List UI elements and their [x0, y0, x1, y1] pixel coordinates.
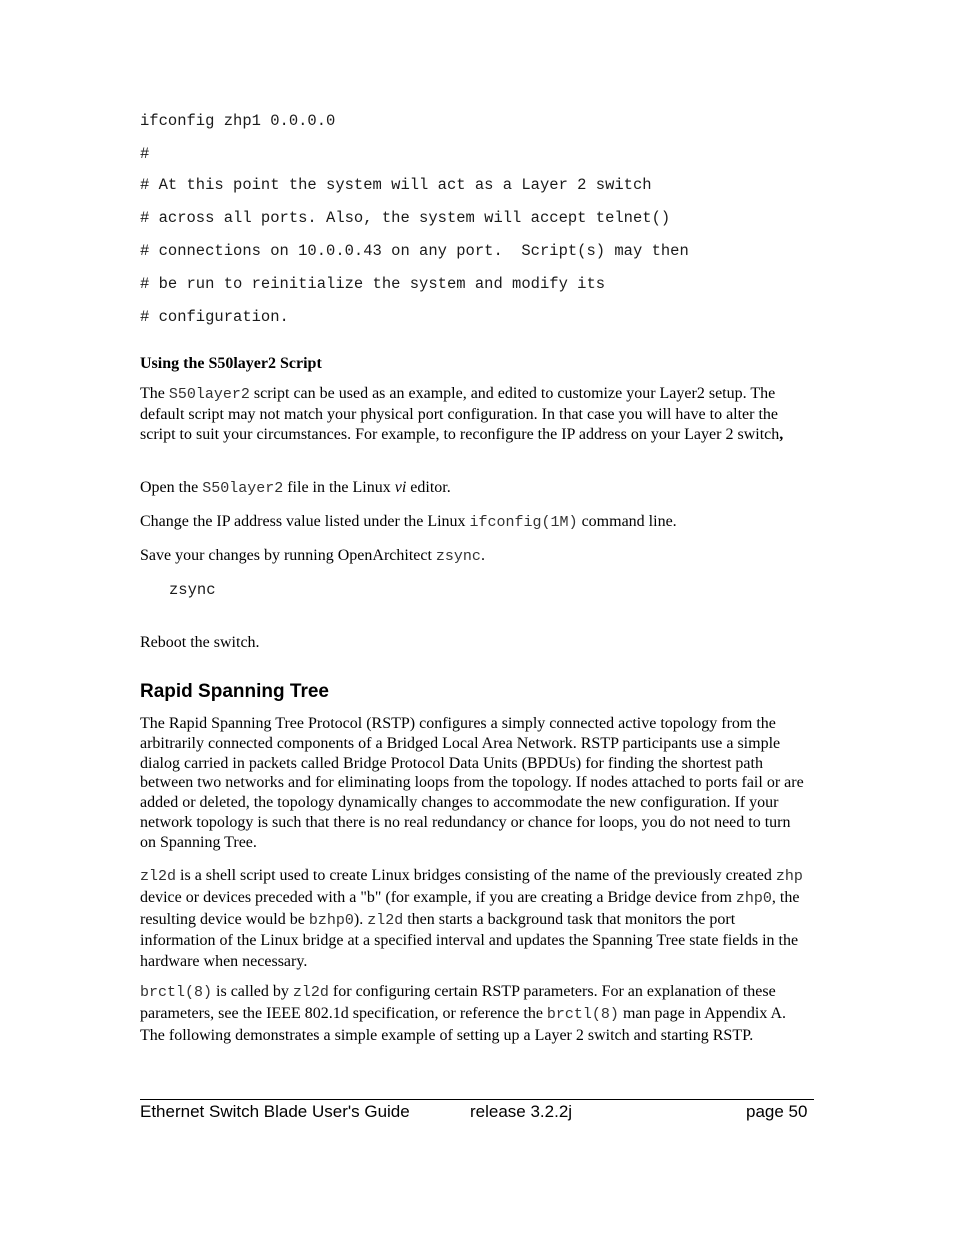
text: ).	[353, 910, 368, 928]
text: Save your changes by running OpenArchitect	[140, 547, 436, 564]
code-line: # be run to reinitialize the system and modify its	[140, 275, 606, 293]
inline-code: zl2d	[140, 868, 177, 885]
paragraph	[140, 384, 810, 444]
footer-divider	[140, 1099, 814, 1100]
text: Change the IP address value listed under the Linux	[140, 513, 470, 530]
text: , the resulting device would be	[140, 888, 800, 928]
inline-code: zhp0	[735, 889, 772, 907]
inline-code: zl2d	[367, 911, 404, 929]
paragraph	[140, 546, 810, 567]
footer-release: release 3.2.2j	[470, 1102, 573, 1121]
text: .	[480, 547, 485, 564]
inline-code: S50layer2	[202, 480, 284, 497]
section-subheading: Using the S50layer2 Script	[140, 355, 322, 372]
text: editor.	[406, 479, 451, 496]
text: Open the	[140, 479, 203, 496]
section-heading: Rapid Spanning Tree	[140, 681, 329, 702]
text: command line.	[577, 513, 677, 530]
text: file in the Linux	[283, 479, 395, 496]
paragraph: The Rapid Spanning Tree Protocol (RSTP) configures a simply connected active topology from the arbitrarily connected components of a Bridged Local Area Network. RSTP participants use a simple dialog carried in packets called Bridge Protocol Data Units (BPDUs) for finding the shortest path between two networks and for eliminating loops from the topology. If nodes attached to ports fail or are added or deleted, the topology dynamically changes to accommodate the new configuration. If your network topology is such that there is no real redundancy or chance for loops, you do not need to turn on Spanning Tree.	[140, 715, 804, 851]
text: man page in Appendix A. The following demonstrates a simple example of setting up a Layer 2 switch and starting RSTP.	[140, 1004, 787, 1044]
text: device or devices preceded with a "b" (for example, if you are creating a Bridge device from	[140, 888, 736, 906]
text: ,	[779, 425, 784, 443]
inline-code: zhp	[775, 868, 803, 885]
code-line: # At this point the system will act as a Layer 2 switch	[140, 176, 652, 194]
inline-code: bzhp0	[308, 911, 354, 929]
text: then starts a background task that monitors the port information of the Linux bridge at a specified interval and updates the Spanning Tree state fields in the hardware when necessary.	[140, 910, 799, 971]
inline-code: ifconfig(1M)	[469, 514, 578, 531]
code-line: # across all ports. Also, the system will accept telnet()	[140, 209, 671, 227]
paragraph	[140, 982, 810, 1046]
code-line: # connections on 10.0.0.43 on any port. Script(s) may then	[140, 242, 689, 260]
paragraph: Reboot the switch.	[140, 634, 260, 651]
footer-page-number: page 50	[746, 1102, 808, 1121]
code-line: ifconfig zhp1 0.0.0.0	[140, 112, 336, 130]
code-line: zsync	[169, 581, 216, 599]
inline-code: brctl(8)	[140, 984, 213, 1001]
paragraph	[140, 512, 810, 533]
code-line: #	[140, 145, 150, 163]
code-line: # configuration.	[140, 308, 289, 326]
text: for configuring certain RSTP parameters. For an explanation of these parameters, see the IEEE 802.1d specification, or reference the	[140, 983, 776, 1022]
footer-guide-title: Ethernet Switch Blade User's Guide	[140, 1102, 410, 1121]
text: is a shell script used to create Linux bridges consisting of the name of the previously created	[176, 867, 776, 884]
paragraph	[140, 866, 810, 973]
text: script can be used as an example, and edited to customize your Layer2 setup. The default script may not match your physical port configuration. In that case you will have to alter the script to suit your circumstances. For example, to reconfigure the IP address on your Layer 2 switch	[140, 385, 780, 443]
paragraph	[140, 478, 810, 499]
text: is called by	[212, 983, 293, 1000]
inline-code: S50layer2	[168, 386, 250, 403]
text: The	[140, 385, 169, 402]
emphasis: vi	[394, 479, 407, 496]
inline-code: brctl(8)	[546, 1005, 619, 1023]
inline-code: zl2d	[292, 984, 329, 1001]
inline-code: zsync	[435, 548, 481, 565]
